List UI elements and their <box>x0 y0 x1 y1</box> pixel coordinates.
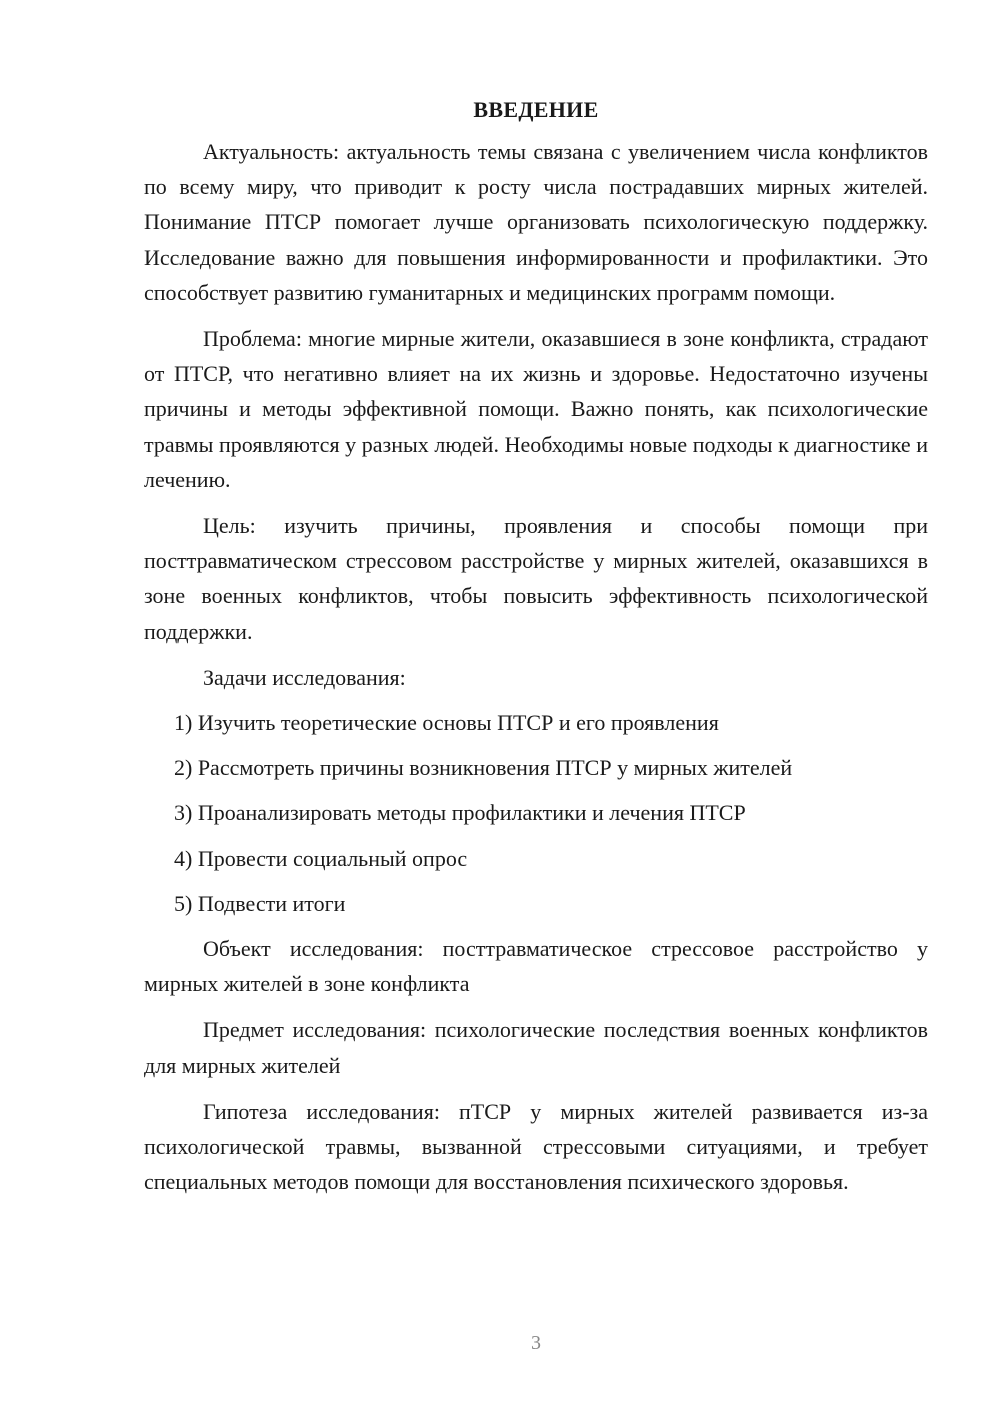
task-item: 4) Провести социальный опрос <box>174 845 468 871</box>
tasks-heading: Задачи исследования: <box>203 664 406 690</box>
document-page <box>144 92 928 1210</box>
page-number: 3 <box>531 1332 541 1354</box>
relevance-paragraph: Актуальность: актуальность темы связана с увеличением числа конфликтов по всему миру, что приводит к росту числа пострадавших мирных жителей. Понимание ПТСР помогает лучше организовать психологическую поддержку. Исследование важно для повышения информированности и профилактики. Это способствует развитию гуманитарных и медицинских программ помощи. <box>144 139 928 305</box>
task-item: 3) Проанализировать методы профилактики и лечения ПТСР <box>174 800 746 826</box>
task-item: 5) Подвести итоги <box>174 890 346 916</box>
task-item: 2) Рассмотреть причины возникновения ПТСР у мирных жителей <box>174 755 793 781</box>
task-item: 1) Изучить теоретические основы ПТСР и его проявления <box>174 710 719 736</box>
page-title: ВВЕДЕНИЕ <box>473 97 599 122</box>
subject-paragraph: Предмет исследования: психологические последствия военных конфликтов для мирных жителей <box>144 1017 928 1078</box>
object-paragraph: Объект исследования: посттравматическое стрессовое расстройство у мирных жителей в зоне конфликта <box>144 936 928 997</box>
goal-paragraph: Цель: изучить причины, проявления и способы помощи при посттравматическом стрессовом расстройстве у мирных жителей, оказавшихся в зоне военных конфликтов, чтобы повысить эффективность психологической поддержки. <box>144 513 928 644</box>
hypothesis-paragraph: Гипотеза исследования: пТСР у мирных жителей развивается из-за психологической травмы, вызванной стрессовыми ситуациями, и требует специальных методов помощи для восстановления психического здоровья. <box>144 1098 928 1195</box>
problem-paragraph: Проблема: многие мирные жители, оказавшиеся в зоне конфликта, страдают от ПТСР, что негативно влияет на их жизнь и здоровье. Недостаточно изучены причины и методы эффективной помощи. Важно понять, как психологические травмы проявляются у разных людей. Необходимы новые подходы к диагностике и лечению. <box>144 326 928 492</box>
tasks-list <box>144 705 928 921</box>
